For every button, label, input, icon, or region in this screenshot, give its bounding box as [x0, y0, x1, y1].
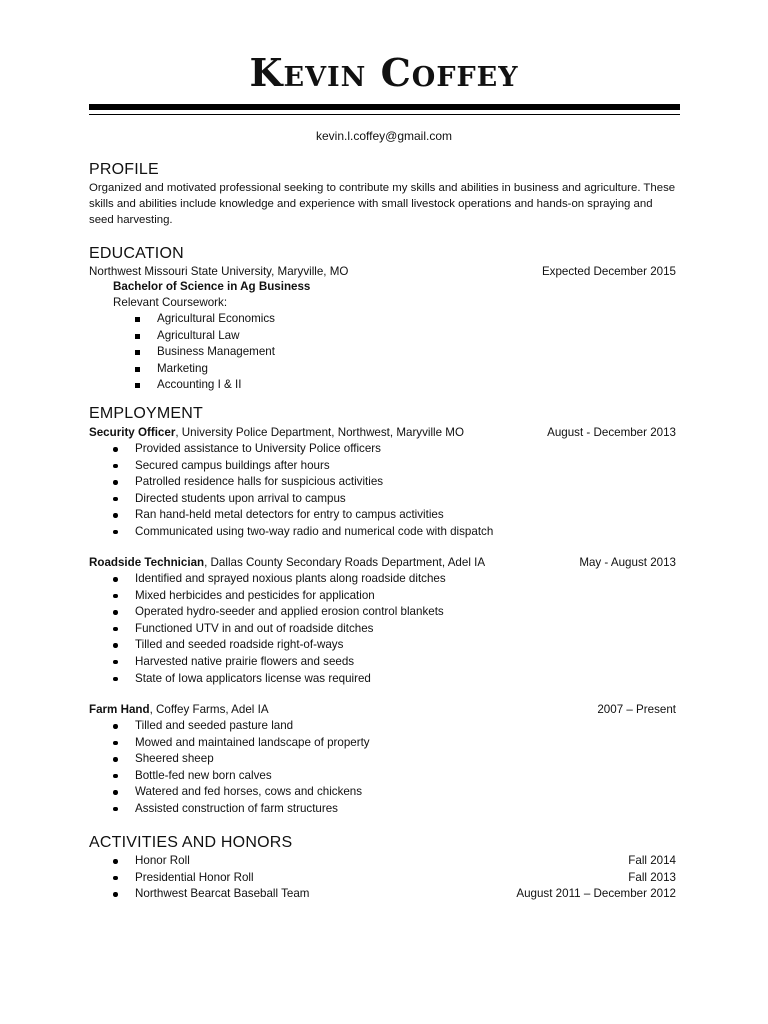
job-date: August - December 2013 [547, 426, 676, 439]
list-item: Mixed herbicides and pesticides for application [89, 588, 676, 605]
list-item: Agricultural Economics [89, 311, 676, 328]
list-item: State of Iowa applicators license was required [89, 671, 676, 688]
list-item: Directed students upon arrival to campus [89, 491, 676, 508]
list-item: Business Management [89, 344, 676, 361]
list-item: Tilled and seeded pasture land [89, 718, 676, 735]
list-item: Ran hand-held metal detectors for entry to campus activities [89, 507, 676, 524]
job-duties-security-officer [89, 441, 676, 541]
activity-date: Fall 2014 [628, 854, 676, 867]
list-item: Provided assistance to University Police officers [89, 441, 676, 458]
degree-name: Bachelor of Science in Ag Business [113, 280, 311, 293]
job-date: May - August 2013 [579, 556, 676, 569]
list-item: Functioned UTV in and out of roadside ditches [89, 621, 676, 638]
job-organization: , Dallas County Secondary Roads Department, Adel IA [204, 556, 486, 569]
list-item [89, 886, 676, 903]
coursework-label: Relevant Coursework: [113, 296, 228, 309]
job-title: Farm Hand [89, 703, 150, 716]
profile-text: Organized and motivated professional seeking to contribute my skills and abilities in business and agriculture. These skills and abilities include knowledge and experience with small livestock operations and hands-on spraying and seed harvesting. [89, 182, 676, 226]
activity-date: August 2011 – December 2012 [516, 887, 676, 901]
job-organization: , University Police Department, Northwest, Maryville MO [175, 426, 464, 439]
list-item: Sheered sheep [89, 751, 676, 768]
job-duties-roadside-technician [89, 571, 676, 687]
list-item: Tilled and seeded roadside right-of-ways [89, 637, 676, 654]
activities-list [89, 853, 676, 903]
list-item [89, 853, 676, 870]
header-rule-thick [89, 104, 680, 110]
job-duties-farm-hand [89, 718, 676, 818]
list-item: Bottle-fed new born calves [89, 768, 676, 785]
job-header-security-officer [89, 425, 676, 441]
list-item: Secured campus buildings after hours [89, 458, 676, 475]
coursework-list [89, 311, 676, 394]
header-rule-thin [89, 114, 680, 115]
list-item: Marketing [89, 361, 676, 378]
job-header-farm-hand [89, 702, 676, 718]
list-item: Communicated using two-way radio and numerical code with dispatch [89, 524, 676, 541]
activity-date: Fall 2013 [628, 870, 676, 884]
school-name: Northwest Missouri State University, Maryville, MO [89, 265, 349, 278]
resume-name: Kevin Coffey [249, 50, 519, 95]
activity-label: Northwest Bearcat Baseball Team [135, 887, 310, 901]
list-item: Agricultural Law [89, 328, 676, 345]
list-item: Operated hydro-seeder and applied erosion control blankets [89, 604, 676, 621]
education-date: Expected December 2015 [541, 265, 676, 278]
job-organization: , Coffey Farms, Adel IA [149, 703, 269, 716]
list-item: Assisted construction of farm structures [89, 801, 676, 818]
job-date: 2007 – Present [597, 703, 676, 716]
list-item: Identified and sprayed noxious plants along roadside ditches [89, 571, 676, 588]
list-item: Harvested native prairie flowers and seeds [89, 654, 676, 671]
education-school-row [89, 264, 676, 280]
job-header-roadside-technician [89, 555, 676, 571]
employment-heading: EMPLOYMENT [89, 405, 204, 422]
email-address: kevin.l.coffey@gmail.com [315, 129, 452, 143]
education-heading: EDUCATION [89, 245, 184, 262]
profile-heading: PROFILE [89, 161, 159, 178]
list-item: Watered and fed horses, cows and chickens [89, 784, 676, 801]
activity-label: Honor Roll [135, 854, 190, 867]
job-title: Roadside Technician [89, 556, 205, 569]
job-title: Security Officer [89, 426, 176, 439]
list-item: Mowed and maintained landscape of property [89, 735, 676, 752]
list-item: Accounting I & II [89, 377, 676, 394]
list-item: Patrolled residence halls for suspicious activities [89, 474, 676, 491]
activities-heading: ACTIVITIES AND HONORS [89, 834, 293, 851]
list-item [89, 870, 676, 887]
activity-label: Presidential Honor Roll [135, 870, 254, 884]
